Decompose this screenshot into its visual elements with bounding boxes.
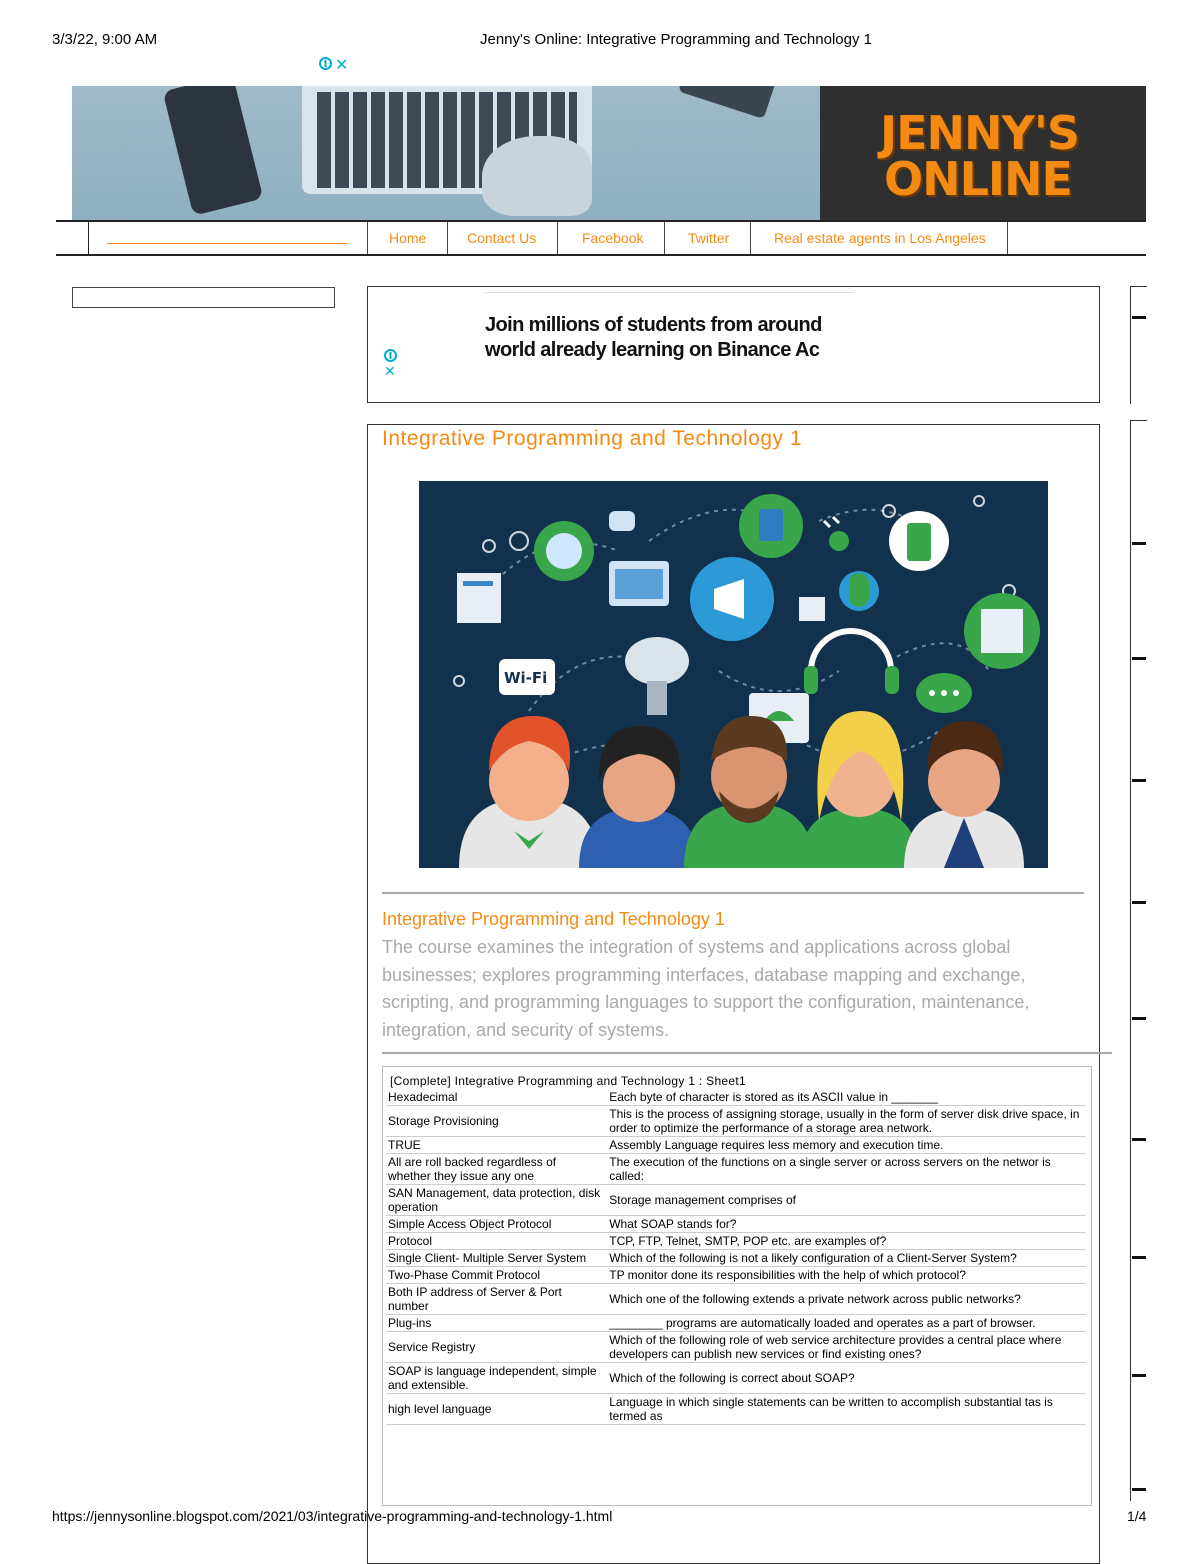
nav-real-estate[interactable]: Real estate agents in Los Angeles: [753, 222, 1008, 254]
content-divider: [382, 892, 1084, 894]
nav-home[interactable]: Home: [367, 222, 448, 254]
sheet-title: [Complete] Integrative Programming and Technology 1 : Sheet1: [390, 1074, 746, 1088]
answer-cell: All are roll backed regardless of whether they issue any one: [386, 1154, 603, 1185]
answer-cell: Protocol: [386, 1233, 603, 1250]
right-sidebar-tick: [1132, 1138, 1146, 1141]
close-icon[interactable]: ✕: [384, 364, 396, 380]
answer-cell: Simple Access Object Protocol: [386, 1216, 603, 1233]
nav-divider: [88, 222, 89, 254]
answer-cell: Hexadecimal: [386, 1089, 603, 1106]
answer-cell: Plug-ins: [386, 1315, 603, 1332]
phone-graphic: [678, 86, 776, 119]
print-page-title: Jenny's Online: Integrative Programming and Technology 1: [480, 31, 872, 48]
hand-graphic: [482, 136, 592, 216]
table-row: [386, 1106, 1086, 1137]
table-row: [386, 1137, 1086, 1154]
sidebar-search-box[interactable]: [72, 287, 335, 308]
post-description: The course examines the integration of systems and applications across global businesses; explores programming interfaces, database mapping and exchange, scripting, and programming languages to support the configuration, maintenance, integration, and security of systems.: [382, 937, 1030, 1040]
answer-cell: high level language: [386, 1394, 603, 1425]
print-page-number: 1/4: [1127, 1508, 1147, 1524]
right-sidebar-tick: [1132, 542, 1146, 545]
answer-cell: TRUE: [386, 1137, 603, 1154]
table-row: [386, 1216, 1086, 1233]
post-title[interactable]: Integrative Programming and Technology 1: [382, 427, 803, 450]
right-sidebar-fragment: [1130, 286, 1147, 404]
question-cell: Which of the following is correct about SOAP?: [603, 1363, 1086, 1394]
answer-cell: SOAP is language independent, simple and extensible.: [386, 1363, 603, 1394]
right-sidebar-tick: [1132, 1488, 1146, 1491]
question-cell: What SOAP stands for?: [603, 1216, 1086, 1233]
right-sidebar-tick: [1132, 1256, 1146, 1259]
table-row: [386, 1315, 1086, 1332]
site-logo: [820, 86, 1146, 222]
ad-headline[interactable]: [485, 313, 855, 363]
phone-graphic: [163, 86, 264, 216]
nav-facebook[interactable]: Facebook: [561, 222, 665, 254]
question-cell: The execution of the functions on a single server or across servers on the networ is called:: [603, 1154, 1086, 1185]
people-row: [459, 711, 1024, 868]
table-row: [386, 1233, 1086, 1250]
laptop-graphic: [302, 86, 592, 194]
qa-table: [386, 1089, 1086, 1425]
question-cell: ________ programs are automatically loaded and operates as a part of browser.: [603, 1315, 1086, 1332]
question-cell: Language in which single statements can be written to accomplish substantial tas is termed as: [603, 1394, 1086, 1425]
adchoices-icon[interactable]: [319, 57, 332, 74]
table-row: [386, 1250, 1086, 1267]
answer-cell: Two-Phase Commit Protocol: [386, 1267, 603, 1284]
answer-cell: Service Registry: [386, 1332, 603, 1363]
question-cell: Assembly Language requires less memory and execution time.: [603, 1137, 1086, 1154]
nav-contact-us[interactable]: Contact Us: [446, 222, 558, 254]
question-cell: Each byte of character is stored as its ASCII value in _______: [603, 1089, 1086, 1106]
ad-text-line2: world already learning on Binance Ac: [485, 339, 820, 361]
right-sidebar-tick: [1132, 657, 1146, 660]
ad-text-line1: Join millions of students from around: [485, 314, 822, 336]
answer-cell: Both IP address of Server & Port number: [386, 1284, 603, 1315]
question-cell: Which of the following is not a likely configuration of a Client-Server System?: [603, 1250, 1086, 1267]
hero-image: [419, 481, 1048, 868]
embedded-spreadsheet[interactable]: [382, 1066, 1092, 1506]
close-icon[interactable]: ✕: [335, 55, 349, 74]
right-sidebar-tick: [1132, 1017, 1146, 1020]
logo-line1: JENNY'S: [880, 106, 1080, 160]
print-url: https://jennysonline.blogspot.com/2021/03/integrative-programming-and-technology-1.html: [52, 1508, 613, 1524]
table-row: [386, 1185, 1086, 1216]
question-cell: This is the process of assigning storage, usually in the form of server disk drive space, in order to optimize the performance of a storage area network.: [603, 1106, 1086, 1137]
table-row: [386, 1363, 1086, 1394]
table-row: [386, 1089, 1086, 1106]
search-underline[interactable]: [107, 243, 347, 244]
question-cell: Which one of the following extends a private network across public networks?: [603, 1284, 1086, 1315]
right-sidebar-tick: [1132, 779, 1146, 782]
question-cell: Which of the following role of web service architecture provides a central place where developers can publish new services or find existing ones?: [603, 1332, 1086, 1363]
nav-twitter[interactable]: Twitter: [667, 222, 751, 254]
answer-cell: Storage Provisioning: [386, 1106, 603, 1137]
table-row: [386, 1332, 1086, 1363]
content-divider: [382, 1052, 1112, 1054]
answer-cell: SAN Management, data protection, disk operation: [386, 1185, 603, 1216]
print-datetime: 3/3/22, 9:00 AM: [52, 31, 158, 48]
right-sidebar-tick: [1132, 316, 1146, 319]
table-row: [386, 1394, 1086, 1425]
network-people-illustration: [419, 481, 1048, 868]
post-subtitle: Integrative Programming and Technology 1: [382, 909, 725, 929]
banner-photo: [72, 86, 820, 222]
right-sidebar-tick: [1132, 901, 1146, 904]
question-cell: TP monitor done its responsibilities with the help of which protocol?: [603, 1267, 1086, 1284]
question-cell: Storage management comprises of: [603, 1185, 1086, 1216]
site-banner[interactable]: [72, 86, 1146, 222]
table-row: [386, 1267, 1086, 1284]
table-row: [386, 1154, 1086, 1185]
answer-cell: Single Client- Multiple Server System: [386, 1250, 603, 1267]
wifi-label: Wi-Fi: [504, 669, 548, 687]
nav-divider: [56, 254, 1146, 256]
right-sidebar-fragment: [1130, 420, 1147, 1501]
logo-line2: ONLINE: [884, 152, 1072, 206]
right-sidebar-tick: [1132, 1374, 1146, 1377]
question-cell: TCP, FTP, Telnet, SMTP, POP etc. are examples of?: [603, 1233, 1086, 1250]
table-row: [386, 1284, 1086, 1315]
ad-divider: [484, 292, 854, 293]
